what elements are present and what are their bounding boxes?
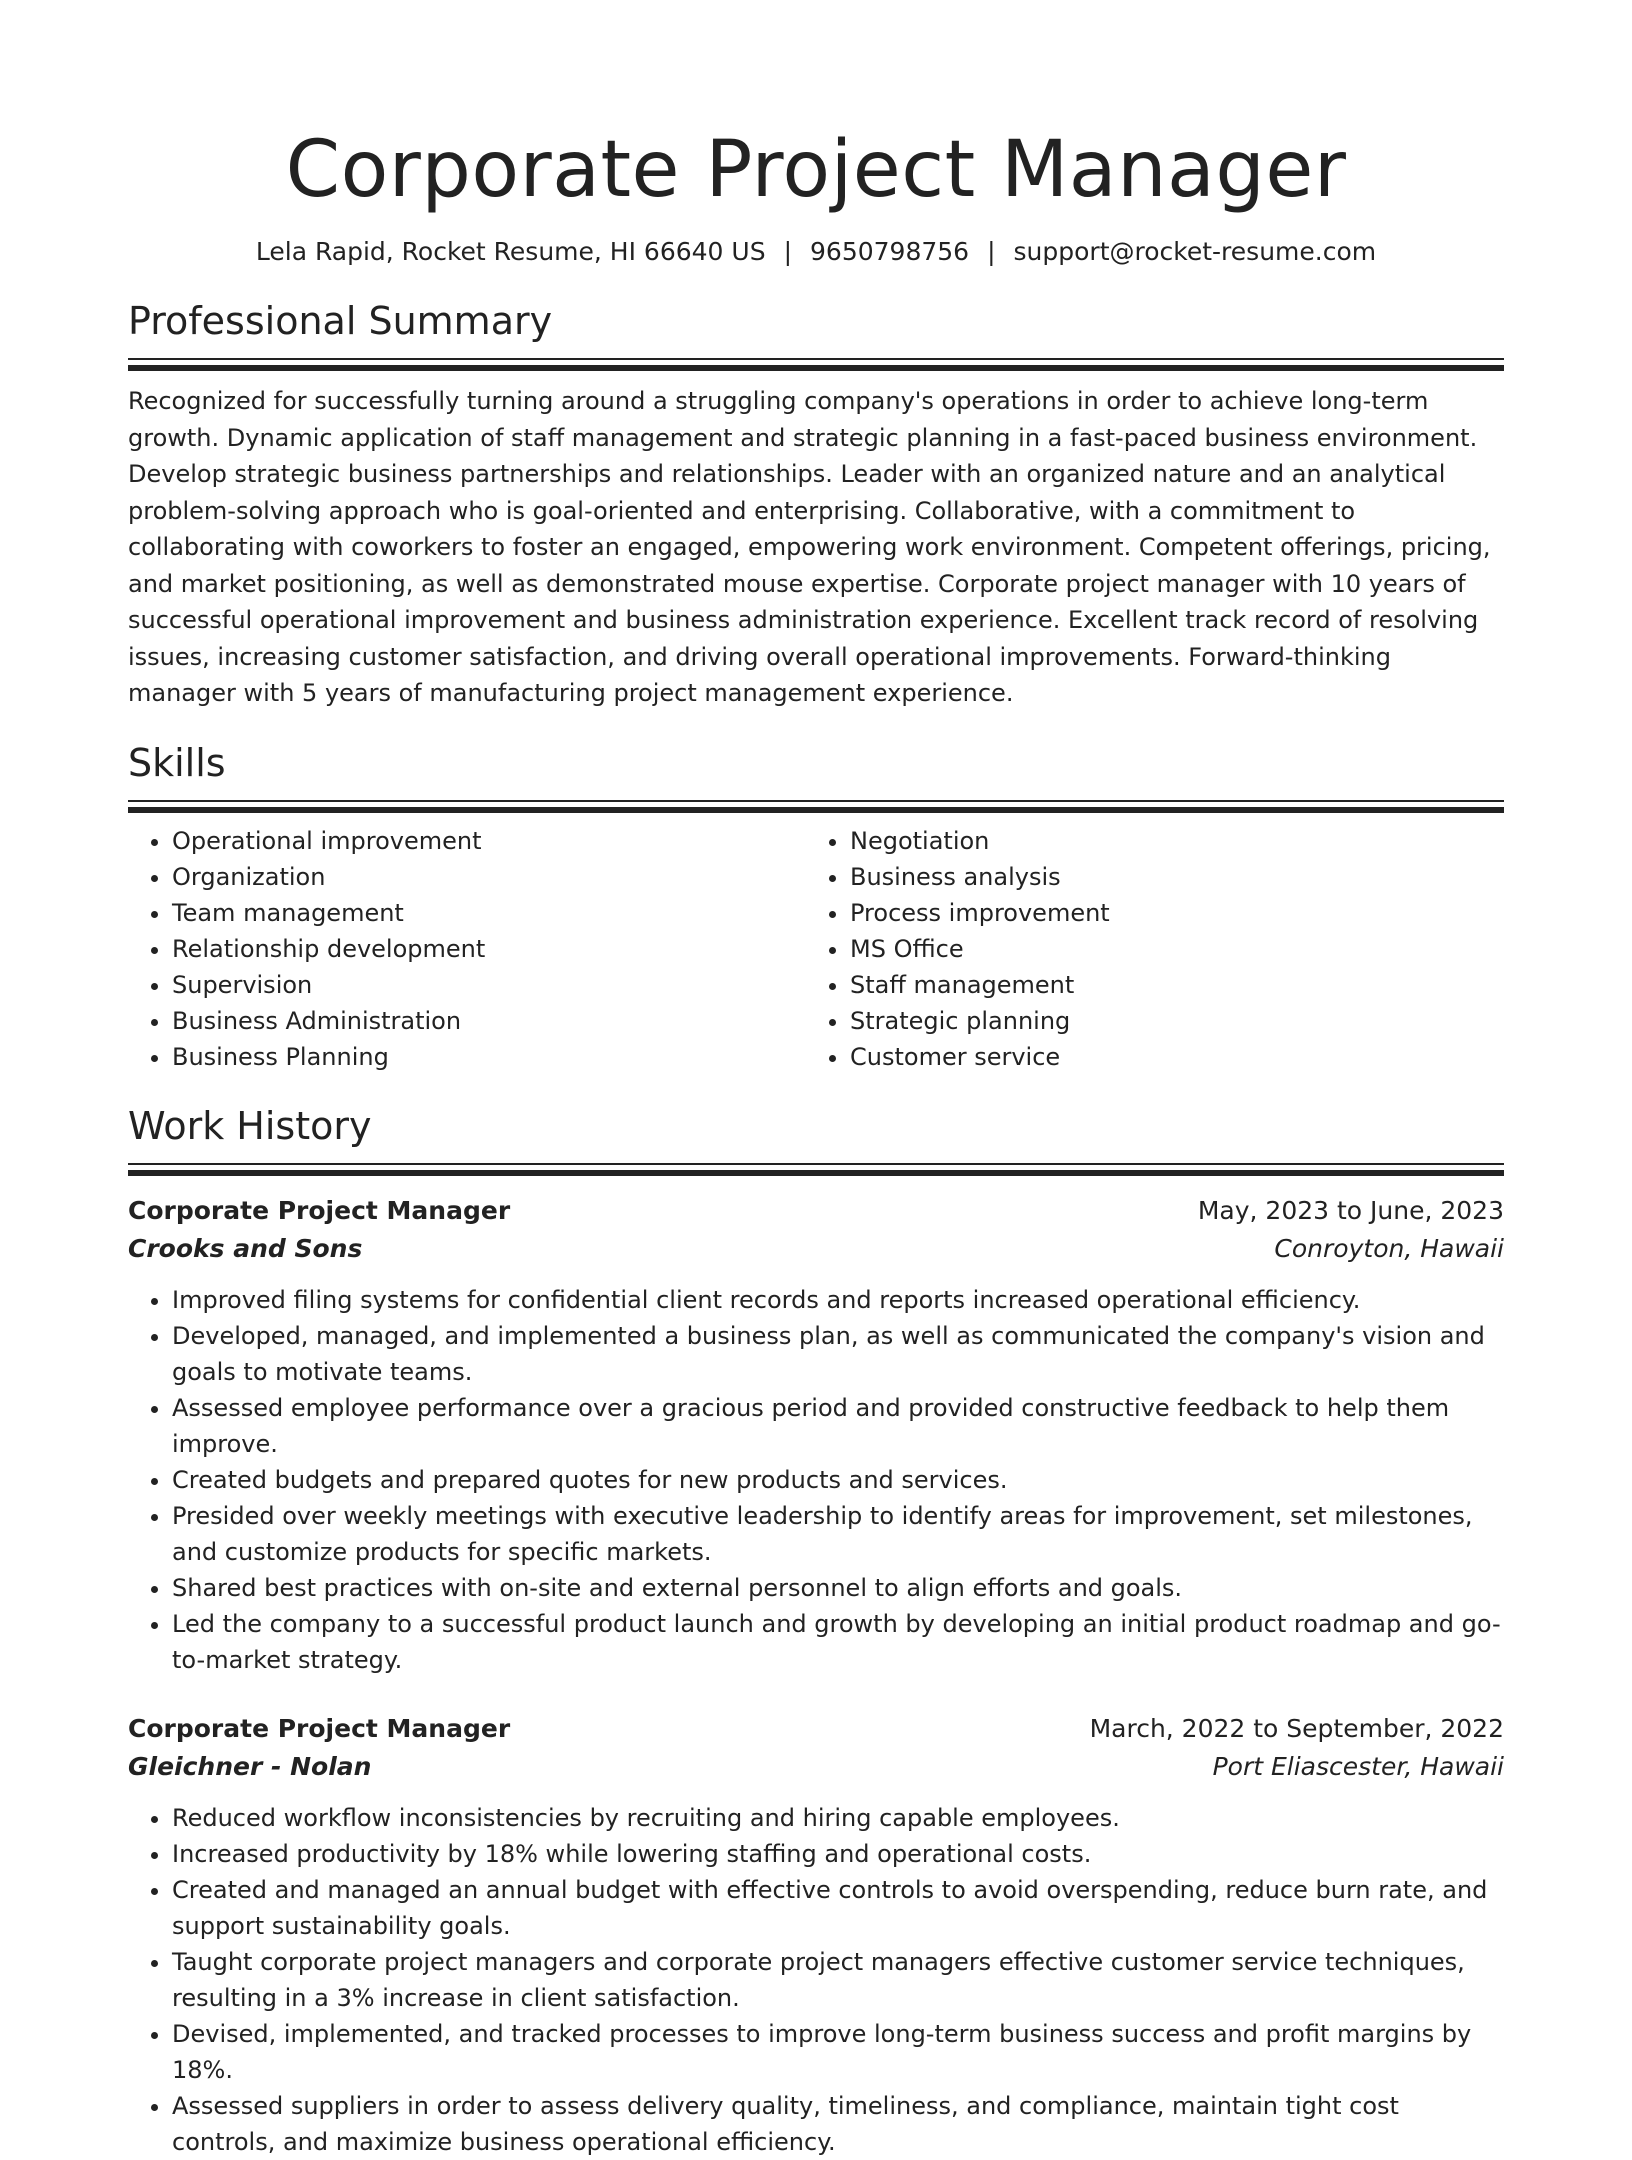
skill-item: • Business Administration	[172, 1003, 806, 1039]
job-header-row	[128, 1710, 1504, 1748]
contact-line	[128, 236, 1504, 268]
job-bullet-list	[128, 1282, 1504, 1678]
skills-list-right	[806, 823, 1484, 1075]
skill-item: • Strategic planning	[850, 1003, 1484, 1039]
job-company: Crooks and Sons	[128, 1233, 363, 1263]
skill-item: • Supervision	[172, 967, 806, 1003]
job-bullet: • Increased productivity by 18% while lowering staffing and operational costs.	[172, 1836, 1504, 1872]
job-company-row	[128, 1748, 1504, 1786]
job-company: Gleichner - Nolan	[128, 1751, 372, 1781]
job-location: Conroyton, Hawaii	[1274, 1233, 1504, 1263]
job-bullet: • Improved filing systems for confidential client records and reports increased operational efficiency.	[172, 1282, 1504, 1318]
job-company-row	[128, 1230, 1504, 1268]
skills-section	[128, 740, 1504, 1075]
section-divider	[128, 800, 1504, 813]
contact-separator: |	[783, 237, 793, 266]
job-location: Port Eliascester, Hawaii	[1212, 1751, 1504, 1781]
job-bullet: • Created budgets and prepared quotes for new products and services.	[172, 1462, 1504, 1498]
skill-item: • Customer service	[850, 1039, 1484, 1075]
job-bullet: • Reduced workflow inconsistencies by recruiting and hiring capable employees.	[172, 1800, 1504, 1836]
section-title-skills: Skills	[128, 740, 226, 785]
skill-item: • Operational improvement	[172, 823, 806, 859]
summary-text: Recognized for successfully turning around a struggling company's operations in order to achieve long-term growth. Dynamic application of staff management and strategic planning in a fast-paced business environment. Develop strategic business partnerships and relationships. Leader with an organized nature and an analytical problem-solving approach who is goal-oriented and enterprising. Collaborative, with a commitment to collaborating with coworkers to foster an engaged, empowering work environment. Competent offerings, pricing, and market positioning, as well as demonstrated mouse expertise. Corporate project manager with 10 years of successful operational improvement and business administration experience. Excellent track record of resolving issues, increasing customer satisfaction, and driving overall operational improvements. Forward-thinking manager with 5 years of manufacturing project management experience.	[128, 387, 1491, 707]
skill-item: • Organization	[172, 859, 806, 895]
job-dates: March, 2022 to September, 2022	[1089, 1713, 1504, 1743]
contact-email: support@rocket-resume.com	[1013, 237, 1377, 266]
job-title: Corporate Project Manager	[128, 1713, 511, 1743]
job-bullet: • Developed, managed, and implemented a business plan, as well as communicated the company's vision and goals to motivate teams.	[172, 1318, 1504, 1390]
skill-item: • Business analysis	[850, 859, 1484, 895]
section-divider	[128, 358, 1504, 371]
section-divider	[128, 1163, 1504, 1176]
job-bullet: • Taught corporate project managers and corporate project managers effective customer service techniques, resulting in a 3% increase in client satisfaction.	[172, 1944, 1504, 2016]
skill-item: • MS Office	[850, 931, 1484, 967]
summary-section	[128, 298, 1504, 712]
job-bullet: • Assessed employee performance over a gracious period and provided constructive feedback to help them improve.	[172, 1390, 1504, 1462]
job-bullet: • Assessed suppliers in order to assess delivery quality, timeliness, and compliance, maintain tight cost controls, and maximize business operational efficiency.	[172, 2088, 1504, 2160]
resume-name: Corporate Project Manager	[285, 125, 1347, 215]
job-bullet: • Presided over weekly meetings with executive leadership to identify areas for improvement, set milestones, and customize products for specific markets.	[172, 1498, 1504, 1570]
section-title-work-history: Work History	[128, 1103, 372, 1148]
job-title: Corporate Project Manager	[128, 1195, 511, 1225]
skills-columns	[128, 823, 1504, 1075]
job-bullet: • Created and managed an annual budget with effective controls to avoid overspending, reduce burn rate, and support sustainability goals.	[172, 1872, 1504, 1944]
section-title-summary: Professional Summary	[128, 299, 553, 343]
contact-separator: |	[987, 237, 996, 266]
skill-item: • Staff management	[850, 967, 1484, 1003]
job-dates: May, 2023 to June, 2023	[1197, 1195, 1504, 1225]
contact-address: Lela Rapid, Rocket Resume, HI 66640 US	[255, 237, 766, 266]
job-bullet: • Shared best practices with on-site and external personnel to align efforts and goals.	[172, 1570, 1504, 1606]
job-bullet: • Devised, implemented, and tracked processes to improve long-term business success and profit margins by 18%.	[172, 2016, 1504, 2088]
job-entry	[128, 1192, 1504, 1678]
skill-item: • Relationship development	[172, 931, 806, 967]
resume-page	[128, 0, 1504, 2160]
skill-item: • Team management	[172, 895, 806, 931]
skill-item: • Process improvement	[850, 895, 1484, 931]
skills-list-left	[128, 823, 806, 1075]
work-history-section	[128, 1103, 1504, 2160]
skill-item: • Negotiation	[850, 823, 1484, 859]
contact-phone: 9650798756	[810, 237, 970, 266]
job-bullet: • Led the company to a successful product launch and growth by developing an initial product roadmap and go-to-market strategy.	[172, 1606, 1504, 1678]
job-entry	[128, 1710, 1504, 2160]
job-bullet-list	[128, 1800, 1504, 2160]
skill-item: • Business Planning	[172, 1039, 806, 1075]
job-header-row	[128, 1192, 1504, 1230]
